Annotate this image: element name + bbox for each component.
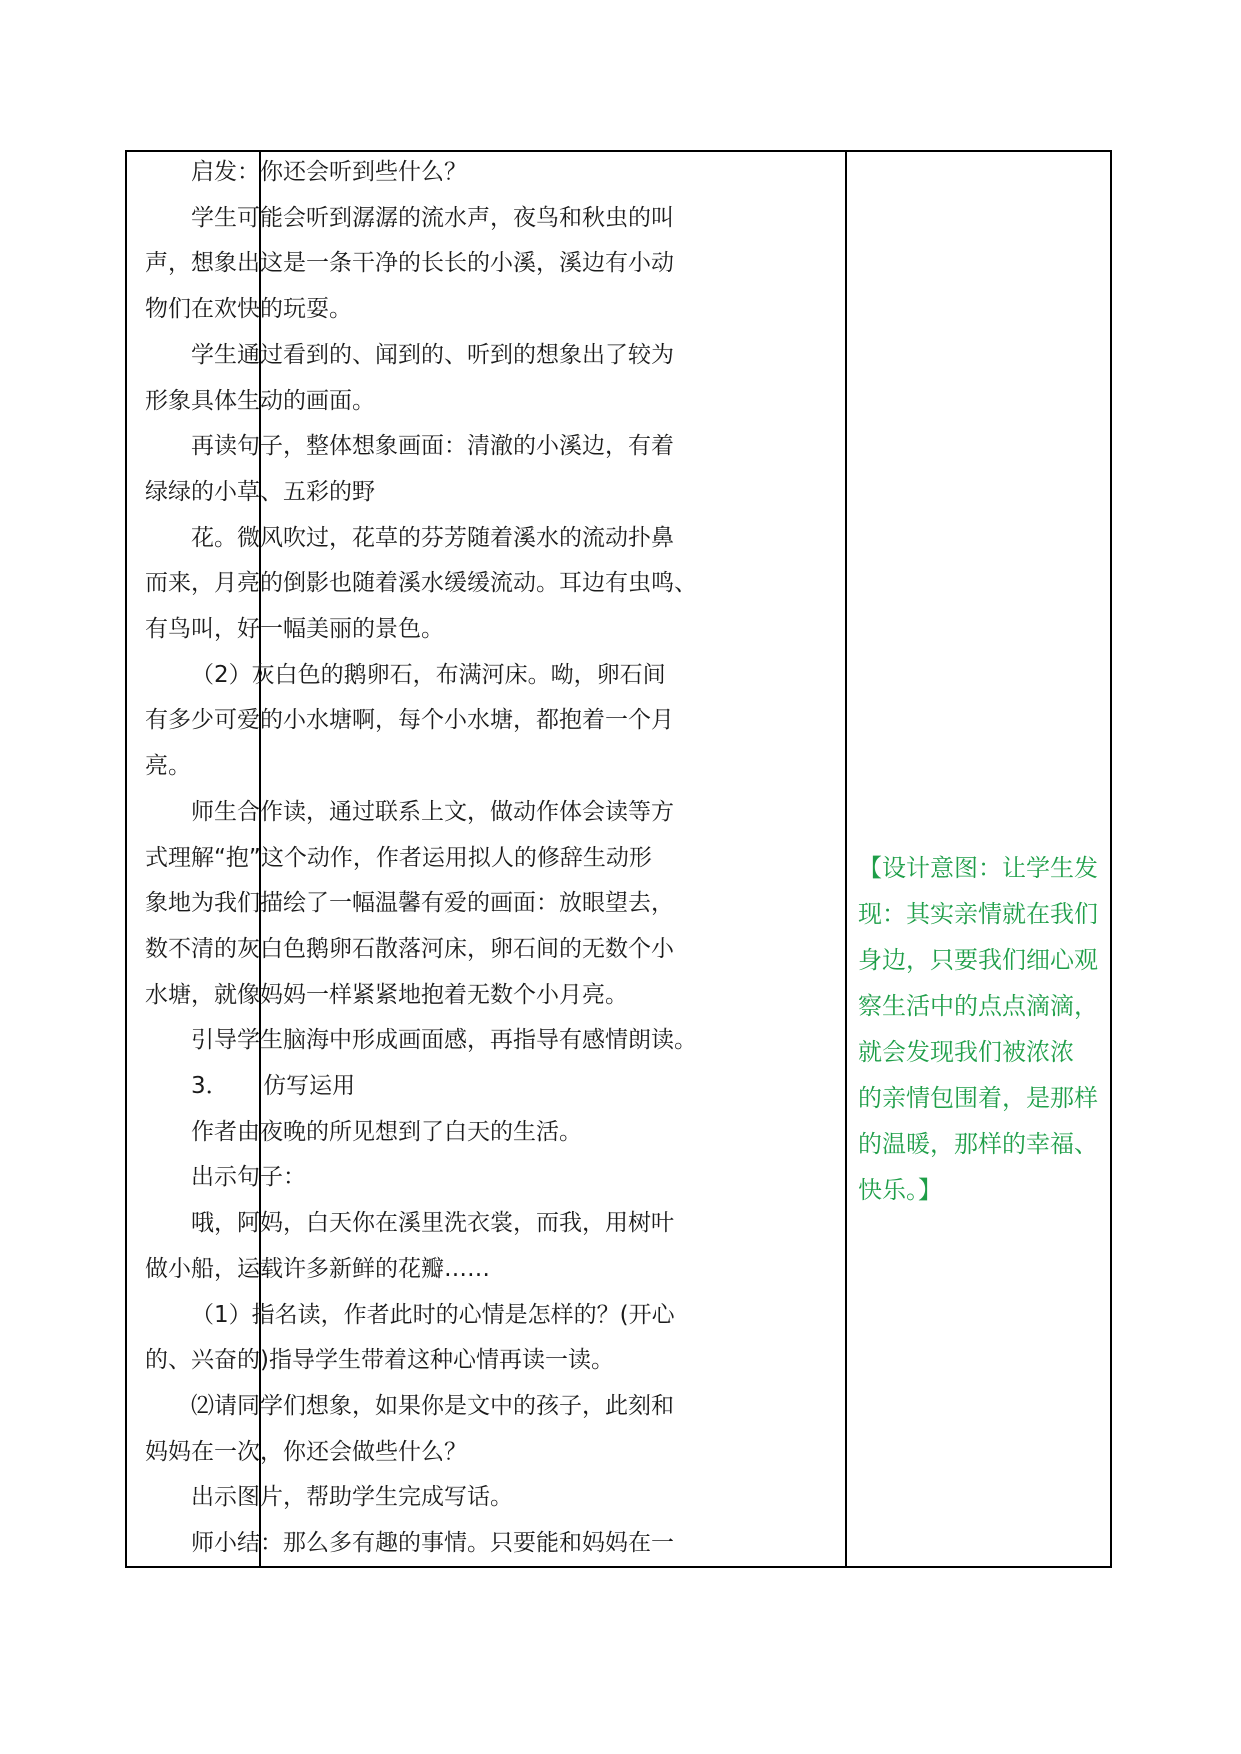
text-line: 声，想象出这是一条干净的长长的小溪，溪边有小动 [145,250,674,277]
text-line: 水塘，就像妈妈一样紧紧地抱着无数个小月亮。 [145,981,628,1008]
text-line: 做小船，运载许多新鲜的花瓣…… [145,1255,490,1282]
design-intent-note [858,845,1103,1213]
note-line: 就会发现我们被浓浓 [858,1038,1074,1066]
text-line: 亮。 [145,753,191,780]
note-line: 身边，只要我们细心观 [858,946,1098,974]
text-line: 师小结：那么多有趣的事情。只要能和妈妈在一 [191,1530,674,1557]
text-line: 有鸟叫，好一幅美丽的景色。 [145,616,444,643]
text-line: 学生可能会听到潺潺的流水声，夜鸟和秋虫的叫 [191,204,674,231]
text-line: 作者由夜晚的所见想到了白天的生活。 [191,1118,582,1145]
text-line: 数不清的灰白色鹅卵石散落河床，卵石间的无数个小 [145,935,674,962]
note-line: 现：其实亲情就在我们 [858,900,1098,928]
text-line: 再读句子，整体想象画面：清澈的小溪边，有着 [191,433,674,460]
text-line: 出示图片，帮助学生完成写话。 [191,1484,513,1511]
text-line: 有多少可爱的小水塘啊，每个小水塘，都抱着一个月 [145,707,674,734]
text-line: 3． 仿写运用 [191,1073,356,1100]
text-line: 而来，月亮的倒影也随着溪水缓缓流动。耳边有虫鸣、 [145,570,697,597]
text-line: 物们在欢快的玩耍。 [145,296,352,323]
text-line: 哦，阿妈，白天你在溪里洗衣裳，而我，用树叶 [191,1210,674,1237]
note-line: 【设计意图：让学生发 [858,854,1098,882]
text-line: 的、兴奋的)指导学生带着这种心情再读一读。 [145,1347,614,1374]
teaching-process-column [145,150,713,1567]
note-line: 的亲情包围着，是那样 [858,1084,1098,1112]
text-line: 妈妈在一次，你还会做些什么？ [145,1438,467,1465]
note-line: 察生活中的点点滴滴， [858,992,1098,1020]
text-line: ⑵请同学们想象，如果你是文中的孩子，此刻和 [191,1392,674,1419]
text-line: 师生合作读，通过联系上文，做动作体会读等方 [191,798,674,825]
text-line: 象地为我们描绘了一幅温馨有爱的画面：放眼望去， [145,890,674,917]
note-line: 快乐。】 [858,1176,942,1204]
text-line: 绿绿的小草、五彩的野 [145,478,375,505]
text-line: 启发：你还会听到些什么？ [191,159,467,185]
column-divider-right [845,152,847,1566]
text-line: 出示句子： [191,1164,306,1191]
note-line: 的温暖，那样的幸福、 [858,1130,1098,1158]
text-line: 引导学生脑海中形成画面感，再指导有感情朗读。 [191,1027,697,1054]
text-line: （1）指名读，作者此时的心情是怎样的？(开心 [191,1301,675,1328]
text-line: 式理解“抱”这个动作，作者运用拟人的修辞生动形 [145,844,652,871]
text-line: 花。微风吹过，花草的芬芳随着溪水的流动扑鼻 [191,524,674,551]
text-line: （2）灰白色的鹅卵石，布满河床。呦，卵石间 [191,661,666,688]
text-line: 学生通过看到的、闻到的、听到的想象出了较为 [191,341,674,368]
text-line: 形象具体生动的画面。 [145,387,375,414]
